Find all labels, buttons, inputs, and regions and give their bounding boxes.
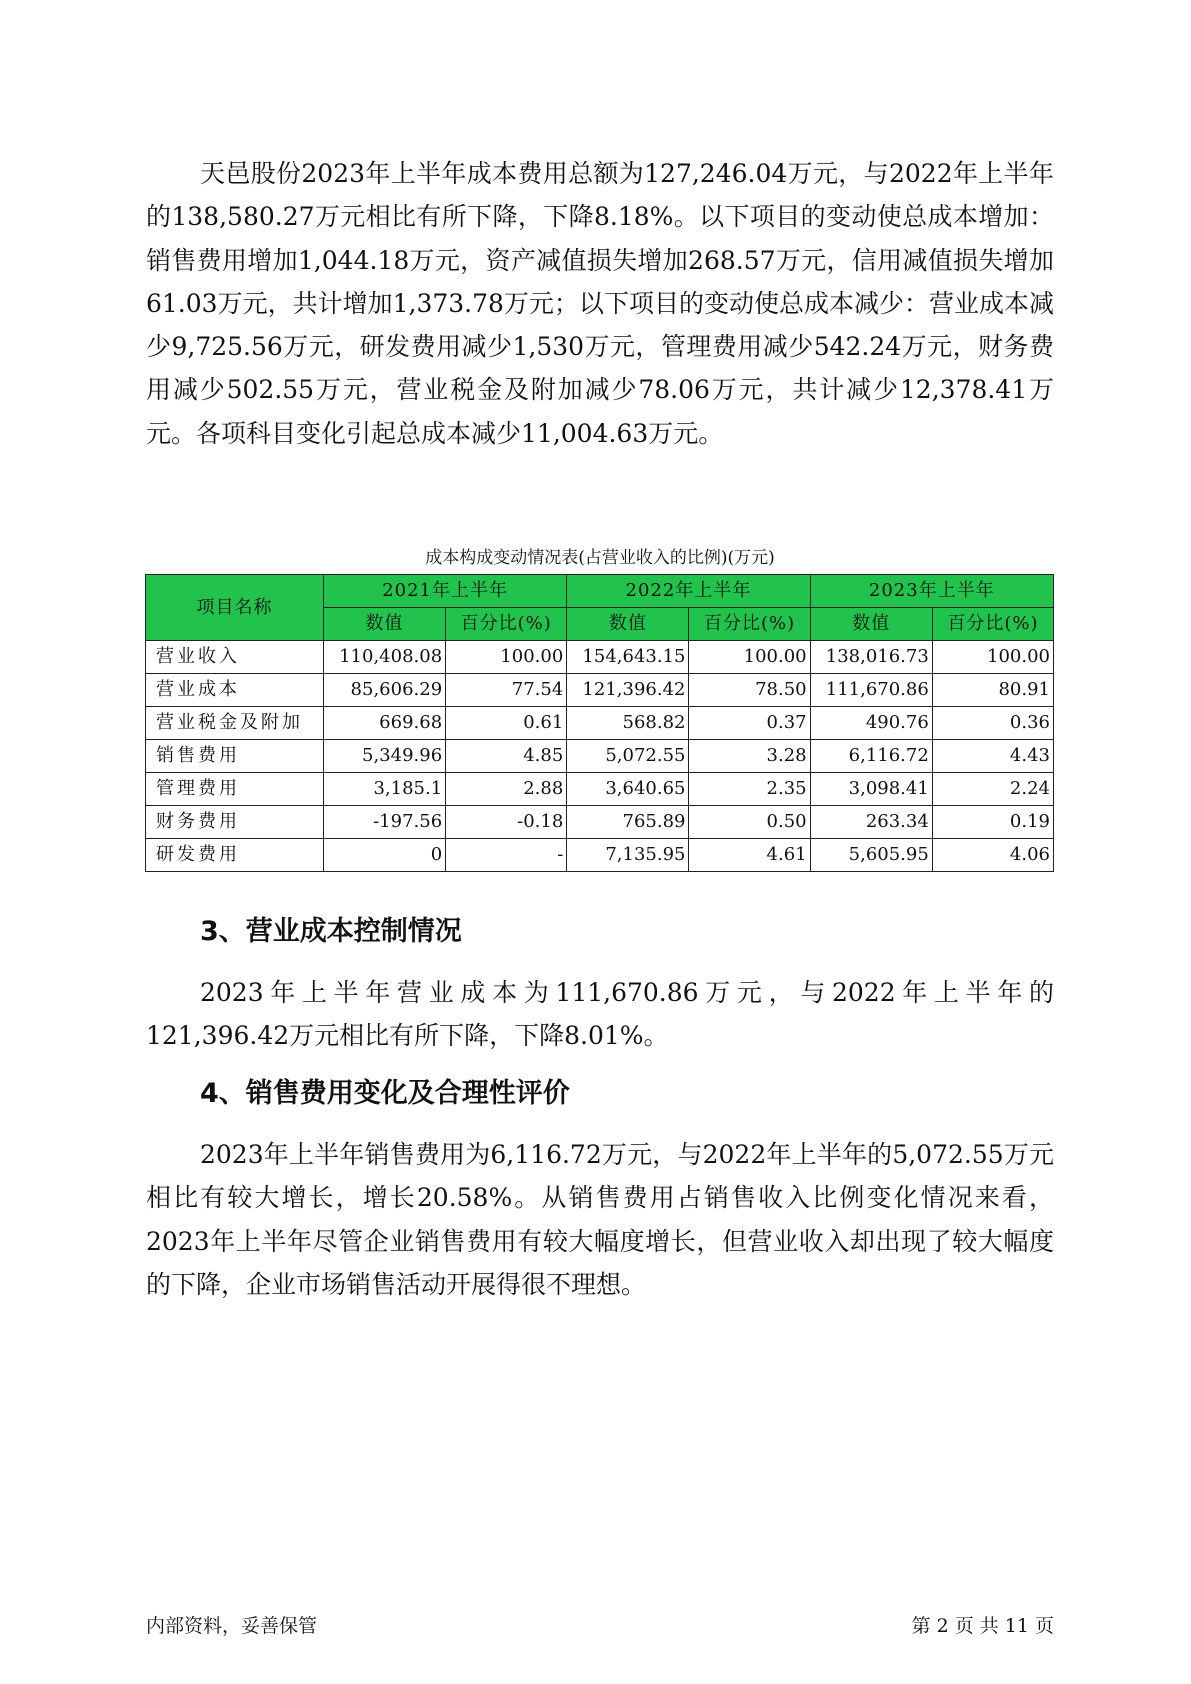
header-period-2023: 2023年上半年 [810,575,1053,608]
table-cell: 4.85 [446,740,567,773]
operating-cost-paragraph: 2023年上半年营业成本为111,670.86万元，与2022年上半年的121,396.42万元相比有所下降，下降8.01%。 [146,978,1054,1051]
section-heading-4: 4、销售费用变化及合理性评价 [200,1078,570,1109]
table-cell: 2.24 [932,773,1053,806]
table-cell: 0.61 [446,707,567,740]
header-period-2022: 2022年上半年 [567,575,810,608]
row-label: 财务费用 [146,806,324,839]
table-cell: 78.50 [689,674,810,707]
table-cell: 100.00 [446,641,567,674]
footer-page-number: 第 2 页 共 11 页 [911,1615,1054,1637]
table-cell: 2.88 [446,773,567,806]
table-cell: 4.43 [932,740,1053,773]
table-cell: 121,396.42 [567,674,689,707]
table-cell: 765.89 [567,806,689,839]
table-caption: 成本构成变动情况表(占营业收入的比例)(万元) [425,548,775,568]
footer-confidential-note: 内部资料，妥善保管 [146,1615,318,1637]
subheader-percent: 百分比(%) [689,608,810,641]
table-cell: 80.91 [932,674,1053,707]
table-row [146,806,1054,839]
table-cell: 111,670.86 [810,674,932,707]
row-label: 销售费用 [146,740,324,773]
table-row [146,740,1054,773]
table-cell: 3,098.41 [810,773,932,806]
subheader-value: 数值 [567,608,689,641]
table-cell: 6,116.72 [810,740,932,773]
table-cell: 7,135.95 [567,839,689,872]
table-cell: 568.82 [567,707,689,740]
table-row [146,707,1054,740]
row-label: 管理费用 [146,773,324,806]
subheader-value: 数值 [323,608,445,641]
sales-expense-paragraph: 2023年上半年销售费用为6,116.72万元，与2022年上半年的5,072.55万元相比有较大增长，增长20.58%。从销售费用占销售收入比例变化情况来看，2023年上半年尽管企业销售费用有较大幅度增长，但营业收入却出现了较大幅度的下降，企业市场销售活动开展得很不理想。 [146,1140,1054,1299]
table-cell: 3.28 [689,740,810,773]
table-cell: 490.76 [810,707,932,740]
table-cell: 2.35 [689,773,810,806]
row-label: 营业成本 [146,674,324,707]
table-cell: 4.06 [932,839,1053,872]
table-row [146,773,1054,806]
table-row [146,839,1054,872]
table-cell: 263.34 [810,806,932,839]
row-label: 营业税金及附加 [146,707,324,740]
table-cell: - [446,839,567,872]
table-cell: 0.37 [689,707,810,740]
table-header-row [146,575,1054,608]
table-row [146,674,1054,707]
header-item-name: 项目名称 [146,575,324,641]
table-cell: 4.61 [689,839,810,872]
table-cell: 77.54 [446,674,567,707]
header-period-2021: 2021年上半年 [323,575,566,608]
table-cell: 3,185.1 [323,773,445,806]
table-cell: 110,408.08 [323,641,445,674]
intro-paragraph: 天邑股份2023年上半年成本费用总额为127,246.04万元，与2022年上半年的138,580.27万元相比有所下降，下降8.18%。以下项目的变动使总成本增加：销售费用增加1,044.18万元，资产减值损失增加268.57万元，信用减值损失增加61.03万元，共计增加1,373.78万元；以下项目的变动使总成本减少：营业成本减少9,725.56万元，研发费用减少1,530万元，管理费用减少542.24万元，财务费用减少502.55万元，营业税金及附加减少78.06万元，共计减少12,378.41万元。各项科目变化引起总成本减少11,004.63万元。 [146,159,1054,448]
table-cell: 138,016.73 [810,641,932,674]
table-cell: 5,072.55 [567,740,689,773]
table-row [146,641,1054,674]
table-cell: 85,606.29 [323,674,445,707]
table-cell: 669.68 [323,707,445,740]
table-cell: 0.50 [689,806,810,839]
table-cell: 154,643.15 [567,641,689,674]
row-label: 营业收入 [146,641,324,674]
table-cell: 100.00 [689,641,810,674]
subheader-value: 数值 [810,608,932,641]
table-cell: 5,349.96 [323,740,445,773]
table-cell: 0.19 [932,806,1053,839]
table-cell: 100.00 [932,641,1053,674]
subheader-percent: 百分比(%) [446,608,567,641]
table-cell: 0 [323,839,445,872]
table-cell: -197.56 [323,806,445,839]
table-cell: 5,605.95 [810,839,932,872]
table-cell: 0.36 [932,707,1053,740]
subheader-percent: 百分比(%) [932,608,1053,641]
table-cell: -0.18 [446,806,567,839]
cost-structure-table [145,574,1054,872]
row-label: 研发费用 [146,839,324,872]
section-heading-3: 3、营业成本控制情况 [200,916,462,947]
table-cell: 3,640.65 [567,773,689,806]
